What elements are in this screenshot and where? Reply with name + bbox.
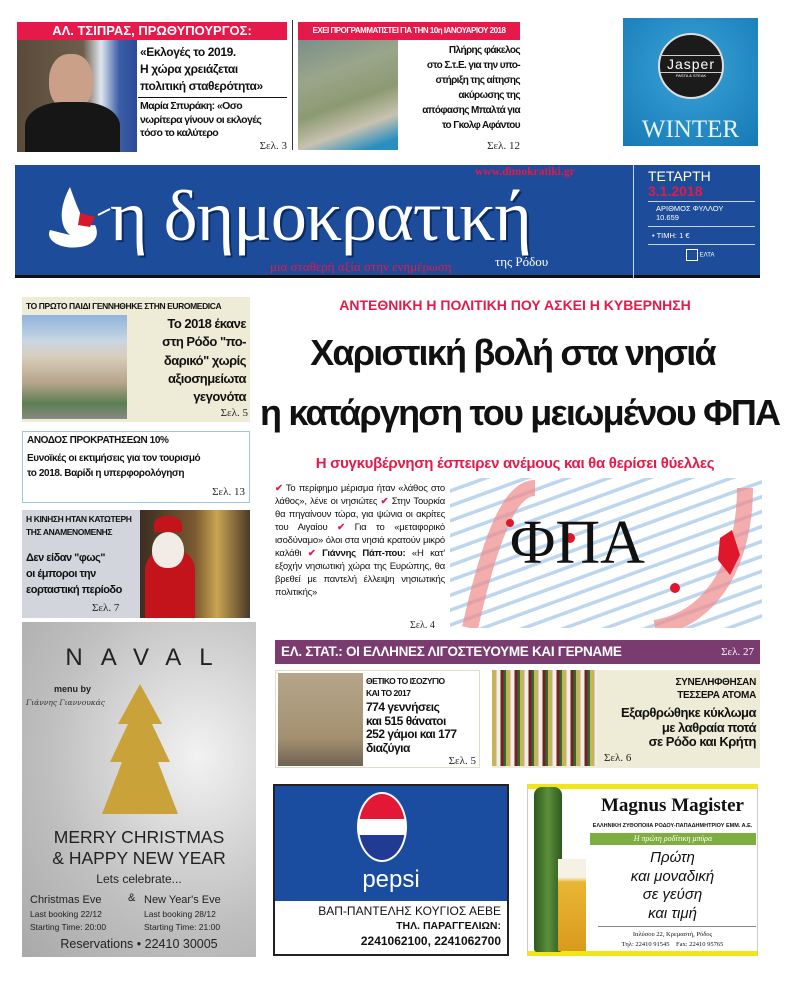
tsipras-photo: [17, 40, 137, 152]
text: ΤΗΛ. ΠΑΡΑΓΓΕΛΙΩΝ:: [396, 920, 501, 932]
masthead: [15, 165, 760, 278]
text: Η ΚΙΝΗΣΗ ΗΤΑΝ ΚΑΤΩΤΕΡΗ: [26, 514, 132, 524]
decoration: [621, 706, 756, 750]
lead-headline: [260, 323, 780, 443]
issue-label: ΑΡΙΘΜΟΣ ΦΥΛΛΟΥ: [656, 204, 724, 213]
website-url[interactable]: www.dimokratiki.gr: [475, 166, 575, 178]
text: σε Ρόδο και Κρήτη: [648, 734, 756, 749]
text: με λαθραία ποτά: [661, 719, 756, 735]
text: και τιμή: [648, 904, 697, 922]
decoration: [401, 43, 520, 133]
text: ΣΥΝΕΛΗΦΘΗΣΑΝ: [675, 677, 756, 688]
weekday: ΤΕΤΑΡΤΗ: [648, 168, 711, 184]
story-kicker: ΑΛ. ΤΣΙΠΡΑΣ, ΠΡΩΘΥΠΟΥΡΓΟΣ:: [17, 22, 287, 40]
decoration: [598, 926, 756, 927]
text: Η πρώτη ροδίτικη μπύρα: [590, 833, 756, 845]
masthead-subtitle: της Ρόδου: [495, 254, 549, 269]
text: οι έμποροι την: [26, 568, 96, 580]
decoration: [670, 583, 680, 593]
page-ref: Σελ. 5: [220, 407, 248, 419]
text: αξιοσημείωτα: [168, 370, 246, 386]
decoration: [318, 904, 501, 949]
decoration: [648, 226, 755, 227]
jasper-logo: [658, 33, 724, 99]
decoration: [590, 849, 755, 923]
text: Christmas Eve: [30, 894, 102, 906]
text: «Η κατ' εξοχήν νησιωτική χώρα της Ευρώπης, θα βρεθεί με παντελή έλλειψη νησιωτικής πολιτικής»: [275, 548, 445, 598]
page-ref: Σελ. 3: [259, 140, 287, 152]
decoration: ✔: [275, 483, 283, 494]
text: Δεν είδαν "φως": [26, 552, 105, 564]
masthead-title: η δημοκρατική: [110, 176, 532, 256]
gold-tree-icon: [102, 684, 178, 824]
text: 774 γεννήσεις: [366, 700, 440, 714]
story-kicker: ΑΝΟΔΟΣ ΠΡΟΚΡΑΤΗΣΕΩΝ 10%: [27, 435, 169, 446]
reservations-phone: Reservations • 22410 30005: [60, 937, 218, 951]
page-ref: Σελ. 5: [448, 755, 476, 767]
text: Πρώτη: [650, 849, 695, 866]
text: στη Ρόδο "πο-: [162, 334, 246, 350]
lead-body: [275, 482, 445, 599]
text: Ευνοϊκές οι εκτιμήσεις για τον τουρισμό: [27, 453, 201, 464]
elta-logo: ΕΛΤΑ: [699, 252, 715, 259]
text: ΤΕΣΣΕΡΑ ΑΤΟΜΑ: [677, 690, 756, 701]
text: Το περίφημο μέρισμα ήταν «λάθος στο λάθος», λένε οι νησιώτες: [275, 483, 445, 507]
text: Εξαρθρώθηκε κύκλωμα: [621, 705, 756, 720]
top-story-golf[interactable]: [298, 22, 520, 154]
page-ref: Σελ. 4: [410, 620, 435, 631]
story-line: ακύρωσης της: [458, 90, 520, 101]
decoration: [359, 819, 405, 835]
santa-photo: [140, 510, 250, 618]
decoration: [102, 684, 178, 824]
story-line: το Γκολφ Αφάντου: [441, 120, 520, 131]
quote-line: «Εκλογές το 2019.: [140, 45, 236, 59]
pepsi-ad[interactable]: [273, 784, 509, 956]
issue-date: 3.1.2018: [648, 183, 703, 199]
sub-line: Μαρία Σπυράκη: «Οσο: [140, 100, 243, 112]
story-line: στήριξη της αίτησης: [435, 75, 520, 86]
decoration: [27, 451, 200, 481]
town-hall-photo: [278, 673, 363, 766]
greeting: [22, 827, 256, 869]
text: διαζύγια: [366, 740, 410, 755]
sub-line: τόσο το καλύτερο: [140, 127, 219, 139]
decoration: ✔: [380, 496, 389, 507]
top-story-tsipras[interactable]: [17, 22, 287, 154]
naval-restaurant-ad[interactable]: [22, 622, 256, 957]
story-kicker: [26, 513, 132, 539]
decoration: [366, 701, 457, 755]
text: Για το «μεταφορικό ισοδύναμο» όλοι στα νησιά κρατούν μικρό καλάθι: [275, 522, 445, 559]
text: Το 2018 έκανε: [167, 316, 246, 331]
story-kicker: ΤΟ ΠΡΩΤΟ ΠΑΙΔΙ ΓΕΝΝΗΘΗΚΕ ΣΤΗΝ EUROMEDICA: [26, 301, 222, 311]
text: Τηλ: 22410 91545 Fax: 22410 95765: [621, 941, 724, 948]
story-tourism[interactable]: [22, 431, 250, 503]
masthead-slogan: μια σταθερή αξία στην ενημέρωση: [270, 259, 452, 274]
bottles-photo: [492, 670, 597, 766]
text: και μοναδική: [630, 867, 715, 885]
text: ΘΕΤΙΚΟ ΤΟ ΙΣΟΖΥΓΙΟ: [366, 676, 445, 686]
decoration: [40, 185, 115, 255]
decoration: [98, 209, 110, 215]
decoration: [144, 892, 221, 934]
text: Στην Τουρκία θα πηγαίνουν τώρα, για ψώνια οι ακρίτες του Αιγαίου: [275, 496, 445, 533]
text: Jasper: [660, 55, 722, 73]
decoration: [359, 794, 405, 819]
decoration: [138, 97, 287, 98]
page-ref: Σελ. 13: [212, 486, 245, 498]
decoration: [648, 201, 755, 202]
jasper-winter-ad[interactable]: [623, 18, 758, 146]
chef-signature: Γιάννης Γιαννουκάς: [26, 698, 105, 707]
quote-line: Η χώρα χρειάζεται: [140, 62, 238, 76]
text: το 2018. Βαρίδι η υπερφορολόγηση: [27, 468, 185, 479]
text: ΦΠΑ: [510, 509, 645, 577]
text: Last booking 22/12: [30, 909, 102, 919]
decoration: [30, 892, 106, 934]
story-market[interactable]: [22, 510, 250, 618]
decoration: [648, 249, 758, 261]
menu-by-label: menu by: [54, 684, 92, 694]
text: Last booking 28/12: [144, 909, 216, 919]
text: 252 γάμοι και 177: [366, 727, 457, 741]
column-divider: [292, 20, 293, 150]
winter-text: WINTER: [641, 116, 740, 143]
sub-line: νωρίτερα γίνουν οι εκλογές: [140, 113, 262, 126]
decoration: [78, 213, 95, 227]
euromedica-photo: [22, 315, 127, 419]
pepsi-logo-text: pepsi: [362, 866, 420, 893]
decoration: ✔: [307, 548, 316, 559]
decoration: [140, 44, 287, 95]
text: δαρικό" χωρίς: [163, 352, 246, 368]
pepsi-globe-icon: [357, 792, 407, 862]
golf-aerial-photo: [298, 40, 398, 150]
text: ΚΑΙ ΤΟ 2017: [366, 688, 411, 698]
beer-mug-icon: [558, 859, 586, 951]
decoration: [590, 930, 755, 950]
magnus-magister-ad[interactable]: [527, 784, 758, 956]
decoration: [26, 550, 122, 598]
text: ΤΗΣ ΑΝΑΜΕΝΟΜΕΝΗΣ: [26, 527, 113, 537]
text: MERRY CHRISTMAS: [53, 827, 225, 847]
text: Γιάννης Πάπ-που:: [322, 548, 406, 559]
text: ΕΛΛΗΝΙΚΗ ΖΥΘΟΠΟΙΙΑ ΡΟΔΟΥ-ΠΑΠΑΔΗΜΗΤΡΙΟΥ ΕΜΜ. Α.Ε.: [592, 823, 753, 829]
text: & HAPPY NEW YEAR: [52, 848, 226, 868]
text: και 515 θάνατοι: [366, 713, 446, 728]
quote-line: πολιτική σταθερότητα»: [140, 79, 263, 93]
text: γεγονότα: [193, 389, 246, 405]
page-ref: Σελ. 6: [604, 752, 632, 764]
page-ref: Σελ. 7: [92, 602, 120, 614]
decoration: [359, 835, 405, 860]
text: εορταστική περίοδο: [26, 584, 122, 596]
text: &: [128, 892, 136, 904]
postal-permit-icon: [686, 249, 698, 261]
naval-logo: NAVAL: [65, 644, 231, 671]
story-line: Πλήρης φάκελος: [448, 45, 520, 56]
decoration: [102, 684, 178, 814]
stats-banner[interactable]: [275, 640, 760, 664]
text: New Year's Eve: [144, 894, 221, 906]
decoration: [154, 516, 182, 532]
decoration: ✔: [337, 522, 345, 533]
text: Σελ. 27: [721, 646, 754, 658]
magnus-logo: Magnus Magister: [600, 795, 744, 816]
text: Χαριστική βολή στα νησιά: [310, 332, 715, 373]
decoration: [366, 675, 445, 699]
text: σε γεύση: [642, 886, 703, 903]
decoration: [25, 102, 120, 152]
page-ref: Σελ. 12: [487, 140, 520, 152]
text: Ιαλύσου 22, Κρεμαστή, Ρόδος: [632, 931, 713, 938]
decoration: [675, 676, 756, 702]
price: • ΤΙΜΗ: 1 €: [652, 231, 690, 240]
text: Starting Time: 20:00: [30, 922, 107, 932]
lead-story[interactable]: [260, 295, 780, 635]
lead-subhead: Η συγκυβέρνηση έσπειρεν ανέμους και θα θερίσει θύελλες: [315, 455, 715, 472]
company-name: ΒΑΠ-ΠΑΝΤΕΛΗΣ ΚΟΥΓΙΟΣ ΑΕΒΕ: [318, 904, 501, 918]
text: PASTA & STEAK: [675, 73, 707, 78]
decoration: [648, 244, 755, 245]
story-line: στο Σ.τ.Ε. για την υπο-: [426, 60, 520, 71]
date-panel: [648, 169, 758, 261]
story-line: απόφασης Μπαλτά για: [422, 105, 520, 116]
decoration: [633, 165, 634, 278]
dove-santa-logo-icon: [40, 185, 115, 255]
decoration: [152, 532, 184, 568]
decoration: [140, 100, 287, 141]
story-euromedica[interactable]: [22, 297, 250, 422]
lead-kicker: ΑΝΤΕΘΝΙΚΗ Η ΠΟΛΙΤΙΚΗ ΠΟΥ ΑΣΚΕΙ Η ΚΥΒΕΡΝΗΣΗ: [339, 297, 691, 313]
order-phones: 2241062100, 2241062700: [360, 934, 501, 948]
decoration: [275, 786, 507, 901]
story-smuggling[interactable]: [492, 670, 760, 768]
text: η κατάργηση του μειωμένου ΦΠΑ: [260, 392, 780, 433]
story-kicker: ΕΧΕΙ ΠΡΟΓΡΑΜΜΑΤΙΣΤΕΙ ΓΙΑ ΤΗΝ 10η ΙΑΝΟΥΑΡΙΟΥ 2018: [298, 22, 520, 40]
celebrate-text: Lets celebrate...: [96, 872, 182, 886]
decoration: [130, 315, 246, 406]
text: ΕΛ. ΣΤΑΤ.: ΟΙ ΕΛΛΗΝΕΣ ΛΙΓΟΣΤΕΥΟΥΜΕ ΚΑΙ ΓΕΡΝΑΜΕ: [281, 644, 622, 659]
fpa-islands-graphic: [450, 478, 762, 628]
story-births[interactable]: [275, 670, 480, 768]
text: Starting Time: 21:00: [144, 922, 221, 932]
issue-number: 10.659: [656, 213, 679, 222]
